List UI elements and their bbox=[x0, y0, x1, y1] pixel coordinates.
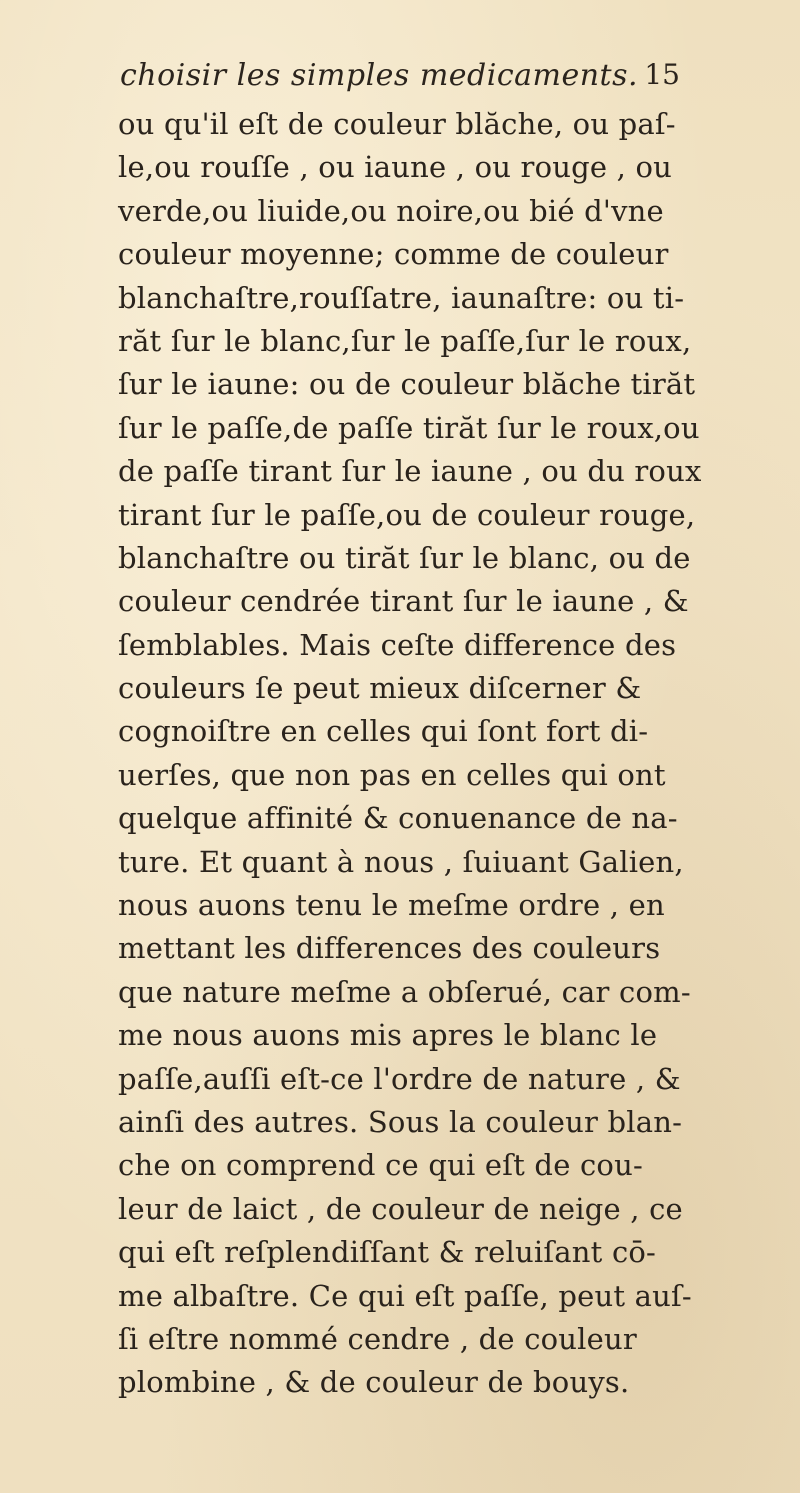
text-line: plombine , & de couleur de bouys. bbox=[118, 1365, 630, 1400]
text-line: ſi eſtre nommé cendre , de couleur bbox=[118, 1321, 637, 1356]
text-line: de paſſe tirant ſur le iaune , ou du roux bbox=[118, 454, 702, 489]
text-line: quelque affinité & conuenance de na- bbox=[118, 801, 678, 836]
page-number: 15 bbox=[644, 58, 680, 91]
text-line: uerſes, que non pas en celles qui ont bbox=[118, 757, 666, 792]
text-line: ſemblables. Mais ceſte difference des bbox=[118, 627, 677, 662]
text-line: verde,ou liuide,ou noire,ou bié d'vne bbox=[118, 193, 664, 228]
text-line: ture. Et quant à nous , ſuiuant Galien, bbox=[118, 844, 684, 879]
text-line: ſur le paſſe,de paſſe tirăt ſur le roux,ou bbox=[118, 410, 700, 445]
text-line: blanchaſtre,rouſſatre, iaunaſtre: ou ti- bbox=[118, 280, 685, 315]
text-line: mettant les differences des couleurs bbox=[118, 931, 661, 966]
text-line: ſur le iaune: ou de couleur blăche tirăt bbox=[118, 367, 696, 402]
text-line: ainſi des autres. Sous la couleur blan- bbox=[118, 1104, 683, 1139]
body-text bbox=[118, 103, 702, 1405]
text-line: che on comprend ce qui eſt de cou- bbox=[118, 1148, 643, 1183]
text-line: que nature meſme a obſerué, car com- bbox=[118, 974, 691, 1009]
text-line: couleur moyenne; comme de couleur bbox=[118, 237, 669, 272]
running-title: choisir les simples medicaments. bbox=[120, 58, 639, 93]
text-line: blanchaſtre ou tirăt ſur le blanc, ou de bbox=[118, 540, 691, 575]
text-line: răt ſur le blanc,ſur le paſſe,ſur le roux, bbox=[118, 323, 692, 358]
text-line: cognoiſtre en celles qui ſont fort di- bbox=[118, 714, 649, 749]
text-line: le,ou rouſſe , ou iaune , ou rouge , ou bbox=[118, 150, 673, 185]
text-line: nous auons tenu le meſme ordre , en bbox=[118, 888, 665, 923]
text-line: leur de laict , de couleur de neige , ce bbox=[118, 1191, 683, 1226]
text-line: couleur cendrée tirant ſur le iaune , & bbox=[118, 584, 689, 619]
page-header bbox=[120, 58, 680, 106]
text-line: qui eſt reſplendiſſant & reluiſant cō- bbox=[118, 1235, 657, 1270]
text-line: couleurs ſe peut mieux diſcerner & bbox=[118, 671, 642, 706]
text-line: paſſe,auſſi eſt-ce l'ordre de nature , & bbox=[118, 1061, 681, 1096]
text-line: tirant ſur le paſſe,ou de couleur rouge, bbox=[118, 497, 696, 532]
text-line: me albaſtre. Ce qui eſt paſſe, peut auſ- bbox=[118, 1278, 692, 1313]
text-line: me nous auons mis apres le blanc le bbox=[118, 1018, 658, 1053]
text-line: ou qu'il eſt de couleur blăche, ou paſ- bbox=[118, 107, 676, 141]
